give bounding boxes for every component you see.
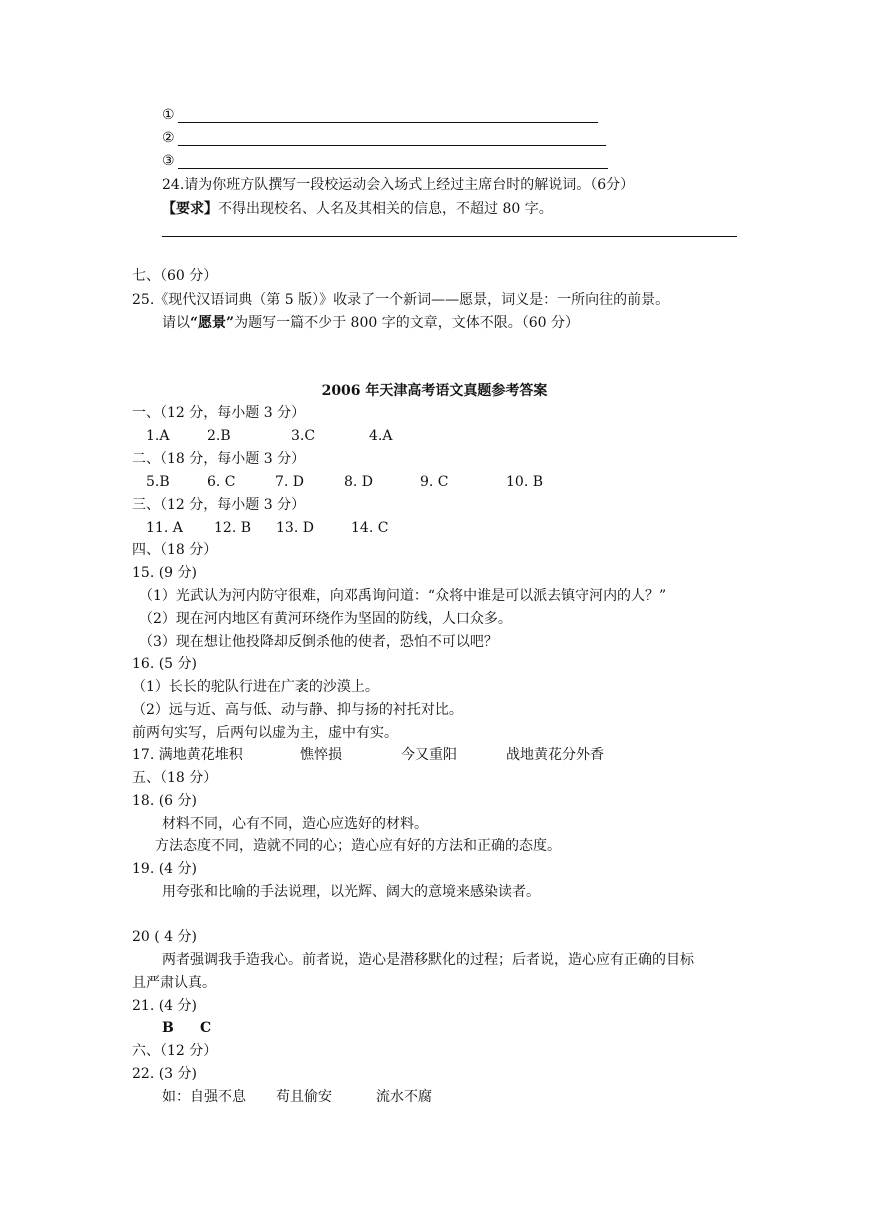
answers-s6-header: 六、（12 分） (132, 1043, 218, 1059)
answer-9: 9. C (420, 474, 449, 490)
answers-s5-header: 五、（18 分） (132, 770, 218, 786)
q25-topic-word: “愿景” (190, 315, 235, 331)
q25-line-2-post: 为题写一篇不少于 800 字的文章，文体不限。（60 分） (234, 315, 579, 331)
q23-answer-line-3 (178, 168, 608, 169)
answer-1: 1.A (146, 428, 170, 444)
q16-header: 16. (5 分) (132, 656, 197, 672)
q25-line-1: 25.《现代汉语词典（第 5 版）》收录了一个新词——愿景，词义是：一所向往的前景。 (132, 292, 670, 308)
q21-answer-1: B (162, 1020, 174, 1036)
q18-answer-2: 方法态度不同，造就不同的心；造心应有好的方法和正确的态度。 (155, 838, 561, 854)
q18-answer-1: 材料不同，心有不同，造心应选好的材料。 (162, 816, 428, 832)
answer-4: 4.A (369, 428, 393, 444)
q24-prompt: 24.请为你班方队撰写一段校运动会入场式上经过主席台时的解说词。（6分） (162, 177, 635, 193)
q15-answer-2: （2）现在河内地区有黄河环绕作为坚固的防线，人口众多。 (139, 611, 512, 627)
q18-header: 18. (6 分) (132, 793, 197, 809)
answer-3: 3.C (291, 428, 316, 444)
q24-answer-line (162, 236, 737, 237)
answer-2: 2.B (207, 428, 231, 444)
answer-11: 11. A (146, 520, 183, 536)
q23-mark-2: ② (162, 130, 175, 146)
q20-header: 20 ( 4 分) (132, 929, 197, 945)
q15-answer-3: （3）现在想让他投降却反倒杀他的使者，恐怕不可以吧？ (139, 634, 498, 650)
q24-requirement (162, 199, 553, 219)
q22-header: 22. (3 分) (132, 1066, 197, 1082)
q19-header: 19. (4 分) (132, 861, 197, 877)
q23-mark-3: ③ (162, 153, 175, 169)
q16-answer-3: 前两句实写，后两句以虚为主，虚中有实。 (132, 725, 398, 741)
answers-s4-header: 四、（18 分） (132, 542, 218, 558)
q24-requirement-text: 不得出现校名、人名及其相关的信息，不超过 80 字。 (218, 201, 553, 217)
answers-s3-header: 三、（12 分，每小题 3 分） (132, 497, 306, 513)
q20-answer-2: 且严肃认真。 (132, 975, 216, 991)
answers-s2-header: 二、（18 分，每小题 3 分） (132, 451, 306, 467)
answer-6: 6. C (207, 474, 236, 490)
answers-title: 2006 年天津高考语文真题参考答案 (321, 383, 548, 399)
answer-14: 14. C (351, 520, 389, 536)
q17-answer-2: 憔悴损 (300, 747, 342, 763)
q17-answer-3: 今又重阳 (401, 747, 457, 763)
section7-header: 七、（60 分） (132, 268, 218, 284)
answers-s1-header: 一、（12 分，每小题 3 分） (132, 405, 306, 421)
answer-7: 7. D (275, 474, 305, 490)
answer-5: 5.B (146, 474, 170, 490)
q21-header: 21. (4 分) (132, 998, 197, 1014)
answer-13: 13. D (276, 520, 314, 536)
q23-mark-1: ① (162, 107, 175, 123)
q22-answer-1: 如：自强不息 (162, 1089, 246, 1105)
q24-requirement-label: 【要求】 (162, 201, 218, 217)
q20-answer-1: 两者强调我手造我心。前者说，造心是潜移默化的过程；后者说，造心应有正确的目标 (162, 952, 694, 968)
q16-answer-1: （1）长长的驼队行进在广袤的沙漠上。 (132, 679, 379, 695)
q22-answer-2: 苟且偷安 (276, 1089, 332, 1105)
q17-answer-1: 17. 满地黄花堆积 (132, 747, 243, 763)
q21-answer-2: C (200, 1020, 212, 1036)
q25-line-2 (162, 313, 579, 333)
q23-answer-line-1 (178, 122, 598, 123)
answer-12: 12. B (214, 520, 252, 536)
q22-answer-3: 流水不腐 (376, 1089, 432, 1105)
q25-line-2-pre: 请以 (162, 315, 190, 331)
answer-10: 10. B (506, 474, 544, 490)
q19-answer-1: 用夸张和比喻的手法说理，以光辉、阔大的意境来感染读者。 (162, 884, 540, 900)
q15-answer-1: （1）光武认为河内防守很难，向邓禹询问道：“众将中谁是可以派去镇守河内的人？” (139, 588, 667, 604)
q23-answer-line-2 (178, 145, 606, 146)
answer-8: 8. D (344, 474, 374, 490)
q16-answer-2: （2）远与近、高与低、动与静、抑与扬的衬托对比。 (132, 702, 463, 718)
q15-header: 15. (9 分) (132, 565, 197, 581)
q17-answer-4: 战地黄花分外香 (506, 747, 604, 763)
